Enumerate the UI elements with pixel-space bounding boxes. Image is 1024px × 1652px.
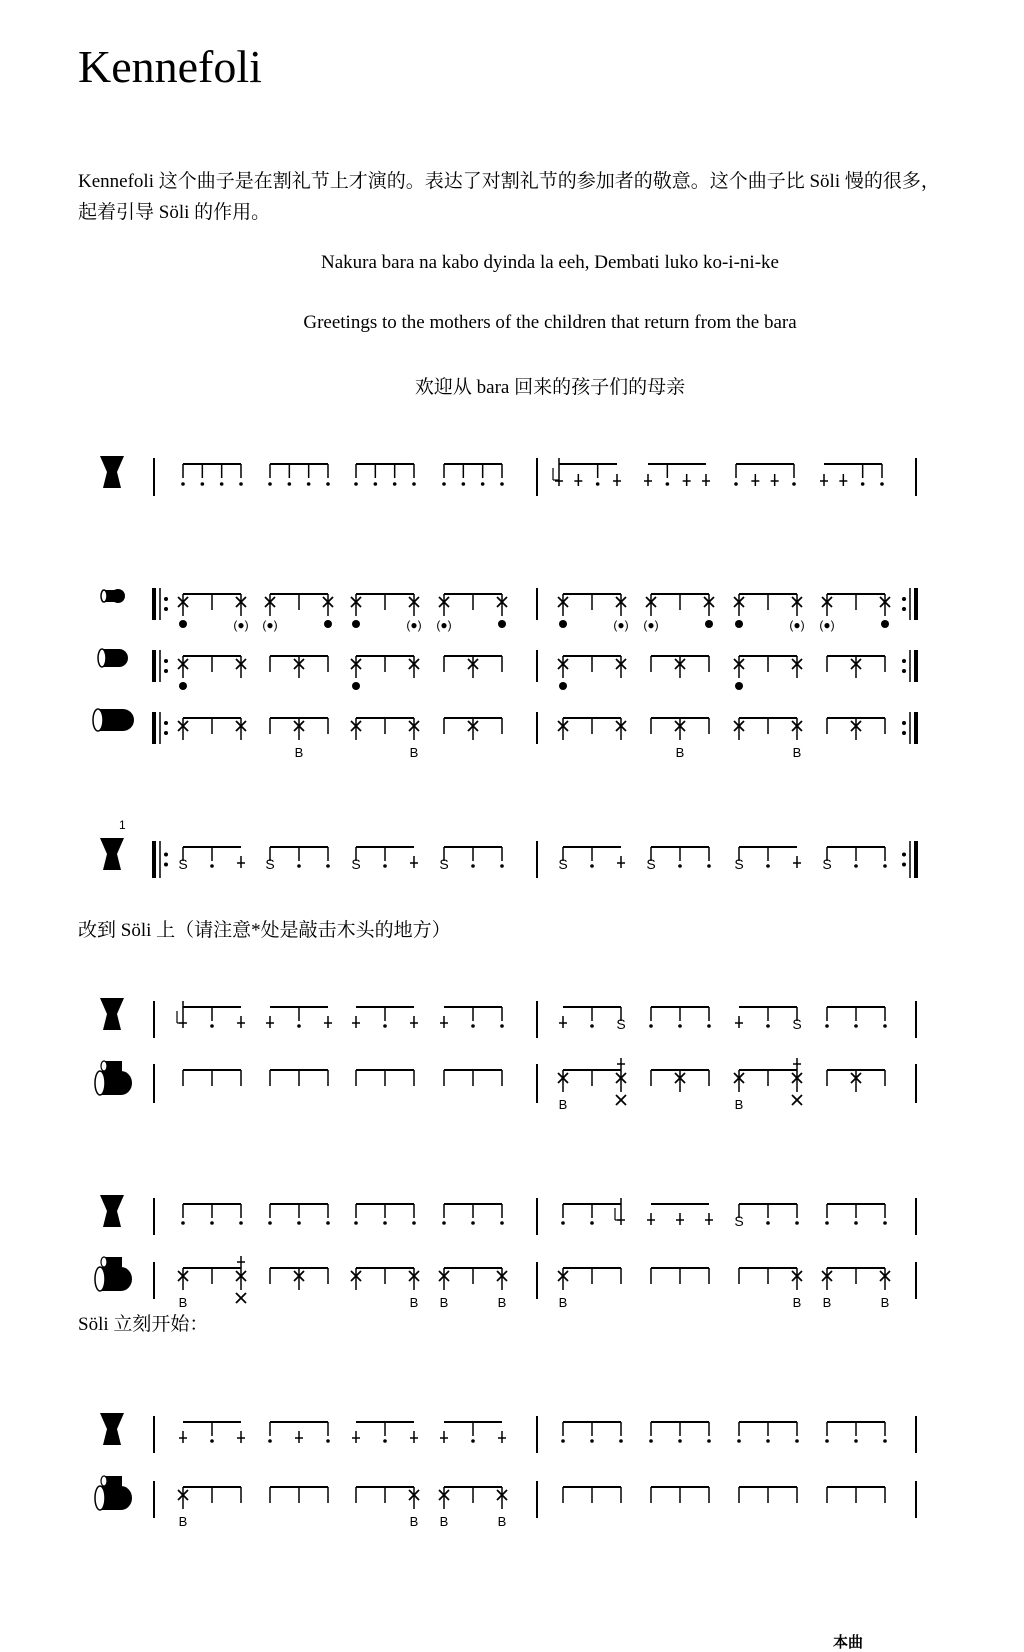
- beat-mark: [649, 1024, 653, 1028]
- svg-text:B: B: [734, 1097, 744, 1112]
- beat-mark: [854, 1024, 858, 1028]
- svg-text:B: B: [497, 1295, 507, 1310]
- beat-mark: [883, 1221, 887, 1225]
- beat-mark: [880, 1268, 890, 1310]
- sangban-icon: [98, 649, 128, 667]
- svg-text:B: B: [822, 1295, 832, 1310]
- beat-mark: [406, 594, 421, 632]
- beat-mark: [352, 1016, 360, 1028]
- beat-mark: [178, 1268, 188, 1310]
- beat-mark: [409, 718, 419, 760]
- beat-mark: [678, 1439, 682, 1443]
- beat-mark: [792, 482, 796, 486]
- beat-mark: [268, 1439, 272, 1443]
- beat-mark: [442, 1221, 446, 1225]
- beat-mark: [734, 718, 744, 740]
- beat-mark: [616, 1016, 625, 1032]
- beat-mark: [471, 1024, 475, 1028]
- beat-mark: [702, 474, 710, 486]
- beat-mark: [851, 656, 861, 678]
- beat-mark: [825, 1221, 829, 1225]
- beat-mark: [704, 594, 714, 628]
- beat-mark: [883, 864, 887, 868]
- lyrics-line-3: 欢迎从 bara 回来的孩子们的母亲: [414, 377, 686, 398]
- beat-mark: [307, 482, 311, 486]
- beat-mark: [268, 482, 272, 486]
- svg-text:B: B: [439, 1295, 449, 1310]
- beat-mark: [558, 718, 568, 740]
- svg-text:B: B: [409, 1295, 419, 1310]
- svg-text:B: B: [675, 745, 685, 760]
- beat-mark: [468, 718, 478, 740]
- beat-mark: [210, 1221, 214, 1225]
- beat-mark: [734, 656, 744, 690]
- svg-text:S: S: [822, 856, 832, 872]
- svg-text:B: B: [497, 1514, 507, 1529]
- beat-mark: [675, 718, 685, 760]
- beat-mark: [436, 594, 451, 632]
- beat-mark: [617, 856, 625, 868]
- beat-mark: [266, 1016, 274, 1028]
- beat-mark: [766, 1439, 770, 1443]
- beat-mark: [561, 1221, 565, 1225]
- beat-mark: [268, 1221, 272, 1225]
- staff-row-r4-dunun: [154, 1064, 916, 1103]
- beat-mark: [819, 594, 834, 632]
- beat-mark: [735, 1016, 743, 1028]
- beat-mark: [707, 864, 711, 868]
- beat-mark: [297, 864, 301, 868]
- beat-mark: [383, 1439, 387, 1443]
- beat-mark: [181, 482, 185, 486]
- beat-mark: [558, 1070, 568, 1112]
- beat-mark: [294, 656, 304, 678]
- beat-mark: [471, 1221, 475, 1225]
- beat-mark: [297, 1221, 301, 1225]
- dunun-set-icon: [95, 1061, 132, 1095]
- beat-mark: [410, 1431, 418, 1443]
- svg-text:S: S: [178, 856, 188, 872]
- beat-mark: [177, 1001, 187, 1028]
- beat-mark: [851, 718, 861, 740]
- beat-mark: [498, 1431, 506, 1443]
- svg-text:(●): (●): [436, 618, 452, 632]
- beat-mark: [675, 1070, 685, 1092]
- kenkeni-icon: [101, 589, 125, 603]
- beat-mark: [793, 856, 801, 868]
- beat-mark: [646, 856, 655, 872]
- beat-mark: [854, 864, 858, 868]
- beat-mark: [201, 482, 205, 486]
- beat-mark: [678, 864, 682, 868]
- beat-mark: [233, 594, 248, 632]
- lyrics-line-1: Nakura bara na kabo dyinda la eeh, Dembati luko ko-i-ni-ke: [321, 252, 779, 273]
- beat-mark: [351, 856, 360, 872]
- staff-row-r1-djembe: [154, 458, 916, 496]
- beat-mark: [497, 594, 507, 628]
- beat-mark: [854, 1439, 858, 1443]
- beat-mark: [295, 1431, 303, 1443]
- beat-mark: [795, 1221, 799, 1225]
- section-change-note: 改到 Söli 上（请注意*处是敲击木头的地方）: [78, 920, 451, 941]
- beat-mark: [239, 1221, 243, 1225]
- beat-mark: [825, 1024, 829, 1028]
- beat-mark: [883, 1024, 887, 1028]
- beat-mark: [412, 482, 416, 486]
- svg-text:B: B: [558, 1097, 568, 1112]
- beat-mark: [851, 1070, 861, 1092]
- beat-mark: [880, 594, 890, 628]
- beat-mark: [351, 718, 361, 740]
- beat-mark: [734, 482, 738, 486]
- beat-mark: [590, 1024, 594, 1028]
- beat-mark: [497, 1487, 507, 1529]
- beat-mark: [462, 482, 466, 486]
- beat-mark: [326, 482, 330, 486]
- beat-mark: [500, 864, 504, 868]
- beat-mark: [616, 1058, 626, 1105]
- svg-text:B: B: [792, 745, 802, 760]
- staff-row-r2-sangban: [154, 650, 916, 682]
- beat-mark: [220, 482, 224, 486]
- svg-text:B: B: [409, 745, 419, 760]
- beat-mark: [707, 1024, 711, 1028]
- beat-mark: [210, 864, 214, 868]
- svg-text:B: B: [880, 1295, 890, 1310]
- svg-text:(●): (●): [406, 618, 422, 632]
- beat-mark: [616, 656, 626, 678]
- svg-text:(●): (●): [233, 618, 249, 632]
- beat-mark: [880, 482, 884, 486]
- beat-mark: [410, 856, 418, 868]
- beat-mark: [236, 718, 246, 740]
- beat-mark: [647, 1213, 655, 1225]
- beat-mark: [590, 1439, 594, 1443]
- beat-mark: [751, 474, 759, 486]
- intro-paragraph: Kennefoli 这个曲子是在割礼节上才演的。表达了对割礼节的参加者的敬意。这个曲子比 Söli 慢的很多，起着引导 Söli 的作用。: [78, 171, 940, 223]
- djembe-icon: [100, 1413, 124, 1445]
- beat-mark: [468, 656, 478, 678]
- svg-text:S: S: [734, 1213, 744, 1229]
- beat-mark: [766, 864, 770, 868]
- beat-mark: [481, 482, 485, 486]
- beat-mark: [705, 1213, 713, 1225]
- beat-mark: [374, 482, 378, 486]
- svg-text:S: S: [439, 856, 449, 872]
- svg-text:S: S: [265, 856, 275, 872]
- beat-mark: [324, 1016, 332, 1028]
- svg-text:(●): (●): [643, 618, 659, 632]
- beat-mark: [734, 856, 743, 872]
- svg-text:B: B: [439, 1514, 449, 1529]
- beat-mark: [210, 1439, 214, 1443]
- beat-mark: [822, 856, 831, 872]
- beat-mark: [323, 594, 333, 628]
- djembe-icon: [100, 1195, 124, 1227]
- beat-mark: [792, 656, 802, 678]
- beat-mark: [558, 856, 567, 872]
- beat-mark: [288, 482, 292, 486]
- beat-mark: [500, 482, 504, 486]
- beat-mark: [178, 718, 188, 740]
- dunun-set-icon: [95, 1476, 132, 1510]
- beat-mark: [737, 1439, 741, 1443]
- beat-mark: [649, 1439, 653, 1443]
- beat-mark: [265, 856, 274, 872]
- beat-mark: [440, 1431, 448, 1443]
- svg-text:S: S: [558, 856, 568, 872]
- beat-mark: [179, 1431, 187, 1443]
- part-number: 1: [119, 818, 126, 832]
- beat-mark: [822, 1268, 832, 1310]
- beat-mark: [471, 864, 475, 868]
- beat-mark: [558, 656, 568, 690]
- beat-mark: [236, 656, 246, 678]
- footer-label: 本曲: [833, 1634, 864, 1651]
- beat-mark: [553, 458, 563, 486]
- beat-mark: [393, 482, 397, 486]
- beat-mark: [237, 1016, 245, 1028]
- beat-mark: [559, 1016, 567, 1028]
- beat-mark: [351, 594, 361, 628]
- beat-mark: [613, 474, 621, 486]
- beat-mark: [500, 1024, 504, 1028]
- beat-mark: [500, 1221, 504, 1225]
- beat-mark: [439, 1268, 449, 1310]
- svg-text:B: B: [792, 1295, 802, 1310]
- beat-mark: [613, 594, 628, 632]
- beat-mark: [439, 856, 448, 872]
- beat-mark: [792, 718, 802, 760]
- beat-mark: [825, 1439, 829, 1443]
- svg-text:S: S: [351, 856, 361, 872]
- beat-mark: [294, 718, 304, 760]
- beat-mark: [239, 482, 243, 486]
- beat-mark: [558, 1268, 568, 1310]
- beat-mark: [294, 1268, 304, 1290]
- beat-mark: [590, 864, 594, 868]
- beat-mark: [354, 482, 358, 486]
- beat-mark: [352, 1431, 360, 1443]
- beat-mark: [383, 864, 387, 868]
- beat-mark: [326, 1439, 330, 1443]
- beat-mark: [262, 594, 277, 632]
- staff-row-r6-djembe: [154, 1416, 916, 1453]
- staff-row-r2-doundoun: [154, 712, 916, 744]
- svg-text:(●): (●): [789, 618, 805, 632]
- beat-mark: [619, 1439, 623, 1443]
- beat-mark: [410, 1016, 418, 1028]
- svg-text:B: B: [294, 745, 304, 760]
- svg-text:S: S: [734, 856, 744, 872]
- beat-mark: [181, 1221, 185, 1225]
- beat-mark: [678, 1024, 682, 1028]
- beat-mark: [734, 1213, 743, 1229]
- beat-mark: [471, 1439, 475, 1443]
- beat-mark: [442, 482, 446, 486]
- svg-text:S: S: [646, 856, 656, 872]
- beat-mark: [326, 864, 330, 868]
- djembe-icon: [100, 838, 124, 870]
- lyrics-line-2: Greetings to the mothers of the children that return from the bara: [303, 312, 797, 333]
- beat-mark: [409, 656, 419, 678]
- beat-mark: [792, 1016, 801, 1032]
- beat-mark: [771, 474, 779, 486]
- beat-mark: [854, 1221, 858, 1225]
- beat-mark: [675, 656, 685, 678]
- beat-mark: [766, 1024, 770, 1028]
- page-title: Kennefoli: [78, 41, 262, 92]
- beat-mark: [236, 1256, 246, 1303]
- beat-mark: [383, 1221, 387, 1225]
- beat-mark: [383, 1024, 387, 1028]
- beat-mark: [558, 594, 568, 628]
- svg-text:(●): (●): [262, 618, 278, 632]
- section-soli-note: Söli 立刻开始：: [78, 1314, 209, 1335]
- svg-text:B: B: [178, 1295, 188, 1310]
- beat-mark: [351, 1268, 361, 1290]
- beat-mark: [440, 1016, 448, 1028]
- beat-mark: [439, 1487, 449, 1529]
- beat-mark: [643, 594, 658, 632]
- beat-mark: [644, 474, 652, 486]
- beat-mark: [766, 1221, 770, 1225]
- beat-mark: [734, 1070, 744, 1112]
- svg-text:B: B: [178, 1514, 188, 1529]
- beat-mark: [351, 656, 361, 690]
- beat-mark: [792, 1268, 802, 1310]
- beat-mark: [412, 1221, 416, 1225]
- beat-mark: [839, 474, 847, 486]
- beat-mark: [210, 1024, 214, 1028]
- beat-mark: [666, 482, 670, 486]
- svg-text:B: B: [409, 1514, 419, 1529]
- beat-mark: [409, 1268, 419, 1310]
- beat-mark: [497, 1268, 507, 1310]
- svg-text:S: S: [792, 1016, 802, 1032]
- staff-row-r6-dunun: [154, 1481, 916, 1518]
- beat-mark: [590, 1221, 594, 1225]
- beat-mark: [616, 718, 626, 740]
- beat-mark: [795, 1439, 799, 1443]
- beat-mark: [561, 1439, 565, 1443]
- beat-mark: [409, 1487, 419, 1529]
- beat-mark: [883, 1439, 887, 1443]
- staff-row-r4-djembe: [154, 1001, 916, 1038]
- beat-mark: [178, 1487, 188, 1529]
- beat-mark: [596, 482, 600, 486]
- beat-mark: [707, 1439, 711, 1443]
- beat-mark: [820, 474, 828, 486]
- svg-text:(●): (●): [819, 618, 835, 632]
- beat-mark: [178, 656, 188, 690]
- doundoun-icon: [93, 709, 134, 731]
- beat-mark: [297, 1024, 301, 1028]
- djembe-icon: [100, 998, 124, 1030]
- beat-mark: [237, 856, 245, 868]
- staff-row-r5-djembe: [154, 1198, 916, 1235]
- svg-text:(●): (●): [613, 618, 629, 632]
- beat-mark: [237, 1431, 245, 1443]
- beat-mark: [354, 1221, 358, 1225]
- beat-mark: [861, 482, 865, 486]
- beat-mark: [615, 1198, 625, 1225]
- beat-mark: [734, 594, 744, 628]
- beat-mark: [676, 1213, 684, 1225]
- beat-mark: [178, 856, 187, 872]
- beat-mark: [574, 474, 582, 486]
- dunun-set-icon: [95, 1257, 132, 1291]
- svg-text:S: S: [616, 1016, 626, 1032]
- djembe-icon: [100, 456, 124, 488]
- beat-mark: [178, 594, 188, 628]
- beat-mark: [789, 594, 804, 632]
- svg-text:B: B: [558, 1295, 568, 1310]
- beat-mark: [683, 474, 691, 486]
- beat-mark: [326, 1221, 330, 1225]
- beat-mark: [792, 1058, 802, 1105]
